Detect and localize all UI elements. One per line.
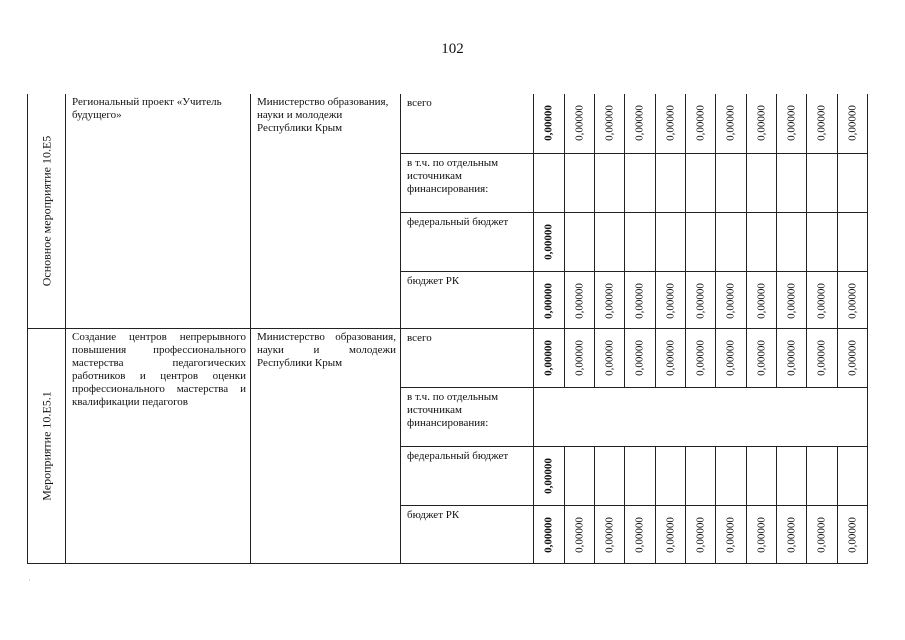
value-cell bbox=[534, 153, 565, 212]
value-cell bbox=[565, 505, 595, 563]
value-cell bbox=[716, 328, 747, 387]
value-cell bbox=[838, 153, 868, 212]
funding-source-label: бюджет РК bbox=[401, 271, 534, 328]
value-cell bbox=[686, 328, 716, 387]
value-cell bbox=[625, 212, 656, 271]
table-row bbox=[28, 328, 868, 387]
funding-source-label: бюджет РК bbox=[401, 505, 534, 563]
value-year: 0,00000 bbox=[815, 105, 828, 141]
funding-source-label: в т.ч. по отдельным источникам финансирования: bbox=[401, 387, 534, 446]
value-year: 0,00000 bbox=[755, 339, 767, 376]
value-cell bbox=[686, 446, 716, 505]
measure-code: Мероприятие 10.Е5.1 bbox=[39, 390, 53, 501]
value-cell bbox=[625, 328, 656, 387]
value-year: 0,00000 bbox=[785, 282, 797, 319]
value-year: 0,00000 bbox=[603, 105, 615, 141]
value-cell bbox=[716, 212, 747, 271]
value-year: 0,00000 bbox=[755, 105, 767, 141]
value-cell bbox=[716, 94, 747, 153]
funding-source-label: всего bbox=[401, 328, 534, 387]
value-cell bbox=[747, 212, 777, 271]
table-row bbox=[28, 94, 868, 153]
value-cell bbox=[686, 153, 716, 212]
value-year: 0,00000 bbox=[755, 516, 767, 553]
value-cell bbox=[534, 328, 565, 387]
value-total: 0,00000 bbox=[542, 282, 555, 319]
value-cell bbox=[565, 446, 595, 505]
value-year: 0,00000 bbox=[846, 282, 858, 319]
value-cell bbox=[656, 505, 686, 563]
value-cell bbox=[838, 271, 868, 328]
value-year: 0,00000 bbox=[603, 516, 615, 553]
value-cell bbox=[565, 212, 595, 271]
value-total: 0,00000 bbox=[542, 339, 555, 376]
value-cell bbox=[534, 94, 565, 153]
value-year: 0,00000 bbox=[664, 516, 676, 553]
value-year: 0,00000 bbox=[785, 339, 797, 376]
value-cell bbox=[565, 328, 595, 387]
value-cell bbox=[625, 153, 656, 212]
value-year: 0,00000 bbox=[664, 282, 676, 319]
value-total: 0,00000 bbox=[542, 457, 555, 494]
value-cell bbox=[777, 446, 807, 505]
financing-table bbox=[27, 94, 868, 564]
value-cell bbox=[565, 153, 595, 212]
value-cell bbox=[686, 94, 716, 153]
value-year: 0,00000 bbox=[633, 105, 646, 141]
value-cell bbox=[534, 271, 565, 328]
measure-name: Региональный проект «Учитель будущего» bbox=[66, 94, 251, 328]
value-cell bbox=[777, 505, 807, 563]
value-cell bbox=[777, 94, 807, 153]
value-year: 0,00000 bbox=[633, 282, 646, 319]
value-total: 0,00000 bbox=[542, 223, 555, 260]
value-year: 0,00000 bbox=[573, 339, 585, 376]
value-cell bbox=[747, 446, 777, 505]
value-cell bbox=[838, 505, 868, 563]
value-year: 0,00000 bbox=[573, 282, 585, 319]
value-cell bbox=[595, 271, 625, 328]
value-cell bbox=[716, 446, 747, 505]
value-cell bbox=[747, 271, 777, 328]
value-year: 0,00000 bbox=[724, 516, 737, 553]
funding-source-label: в т.ч. по отдельным источникам финансирования: bbox=[401, 153, 534, 212]
value-cell bbox=[656, 446, 686, 505]
value-year: 0,00000 bbox=[724, 339, 737, 376]
executor-name: Министерство образования, науки и молодежи Республики Крым bbox=[251, 328, 401, 563]
value-cell bbox=[656, 328, 686, 387]
value-year: 0,00000 bbox=[815, 516, 828, 553]
value-cell bbox=[747, 94, 777, 153]
value-total: 0,00000 bbox=[542, 516, 555, 553]
value-cell bbox=[595, 505, 625, 563]
value-cell bbox=[747, 328, 777, 387]
value-year: 0,00000 bbox=[815, 282, 828, 319]
value-cell bbox=[656, 94, 686, 153]
value-total: 0,00000 bbox=[542, 105, 555, 141]
value-cell bbox=[838, 328, 868, 387]
value-cell bbox=[838, 446, 868, 505]
value-year: 0,00000 bbox=[694, 516, 706, 553]
value-cell bbox=[716, 505, 747, 563]
value-cell bbox=[807, 212, 838, 271]
value-year: 0,00000 bbox=[785, 105, 797, 141]
value-year: 0,00000 bbox=[846, 516, 858, 553]
value-year: 0,00000 bbox=[694, 339, 706, 376]
value-cell bbox=[807, 505, 838, 563]
measure-name: Создание центров непрерывного повышения профессионального мастерства педагогических работников и центров оценки профессионального мастерства и квалификации педагогов bbox=[66, 328, 251, 563]
value-year: 0,00000 bbox=[664, 105, 676, 141]
value-cell bbox=[656, 271, 686, 328]
funding-source-label: федеральный бюджет bbox=[401, 446, 534, 505]
funding-source-label: федеральный бюджет bbox=[401, 212, 534, 271]
value-cell bbox=[686, 505, 716, 563]
value-cell bbox=[777, 328, 807, 387]
value-cell bbox=[656, 153, 686, 212]
value-cell bbox=[625, 446, 656, 505]
value-cell bbox=[595, 328, 625, 387]
value-cell bbox=[807, 328, 838, 387]
value-cell bbox=[625, 271, 656, 328]
value-cell bbox=[625, 505, 656, 563]
measure-code-cell bbox=[28, 328, 66, 563]
funding-source-label: всего bbox=[401, 94, 534, 153]
value-cell bbox=[777, 153, 807, 212]
value-year: 0,00000 bbox=[846, 339, 858, 376]
value-cell bbox=[716, 153, 747, 212]
value-cell bbox=[595, 212, 625, 271]
page-number: 102 bbox=[441, 41, 464, 57]
value-year: 0,00000 bbox=[633, 516, 646, 553]
value-cell bbox=[807, 446, 838, 505]
value-cell bbox=[777, 271, 807, 328]
value-cell bbox=[716, 271, 747, 328]
value-cell bbox=[747, 153, 777, 212]
value-cell bbox=[534, 446, 565, 505]
value-cell bbox=[747, 505, 777, 563]
value-cell bbox=[807, 94, 838, 153]
value-year: 0,00000 bbox=[694, 105, 706, 141]
value-year: 0,00000 bbox=[633, 339, 646, 376]
value-year: 0,00000 bbox=[603, 282, 615, 319]
value-cell bbox=[595, 446, 625, 505]
value-year: 0,00000 bbox=[724, 282, 737, 319]
value-cell bbox=[807, 271, 838, 328]
value-cell bbox=[838, 212, 868, 271]
value-year: 0,00000 bbox=[785, 516, 797, 553]
value-cell bbox=[686, 271, 716, 328]
value-year: 0,00000 bbox=[603, 339, 615, 376]
value-cell bbox=[838, 94, 868, 153]
value-cell bbox=[534, 505, 565, 563]
scan-mark: ˙ bbox=[28, 578, 31, 587]
value-cell bbox=[565, 94, 595, 153]
value-year: 0,00000 bbox=[694, 282, 706, 319]
value-cell bbox=[686, 212, 716, 271]
measure-code-cell bbox=[28, 94, 66, 328]
value-year: 0,00000 bbox=[664, 339, 676, 376]
value-year: 0,00000 bbox=[815, 339, 828, 376]
value-year: 0,00000 bbox=[573, 516, 585, 553]
value-cell bbox=[595, 94, 625, 153]
value-cell-empty bbox=[534, 387, 868, 446]
executor-name: Министерство образования, науки и молодежи Республики Крым bbox=[251, 94, 401, 328]
value-year: 0,00000 bbox=[724, 105, 737, 141]
measure-code: Основное мероприятие 10.Е5 bbox=[39, 135, 53, 287]
value-cell bbox=[777, 212, 807, 271]
value-year: 0,00000 bbox=[846, 105, 858, 141]
value-cell bbox=[565, 271, 595, 328]
value-cell bbox=[595, 153, 625, 212]
value-cell bbox=[625, 94, 656, 153]
value-year: 0,00000 bbox=[573, 105, 585, 141]
value-cell bbox=[534, 212, 565, 271]
value-cell bbox=[656, 212, 686, 271]
value-year: 0,00000 bbox=[755, 282, 767, 319]
value-cell bbox=[807, 153, 838, 212]
